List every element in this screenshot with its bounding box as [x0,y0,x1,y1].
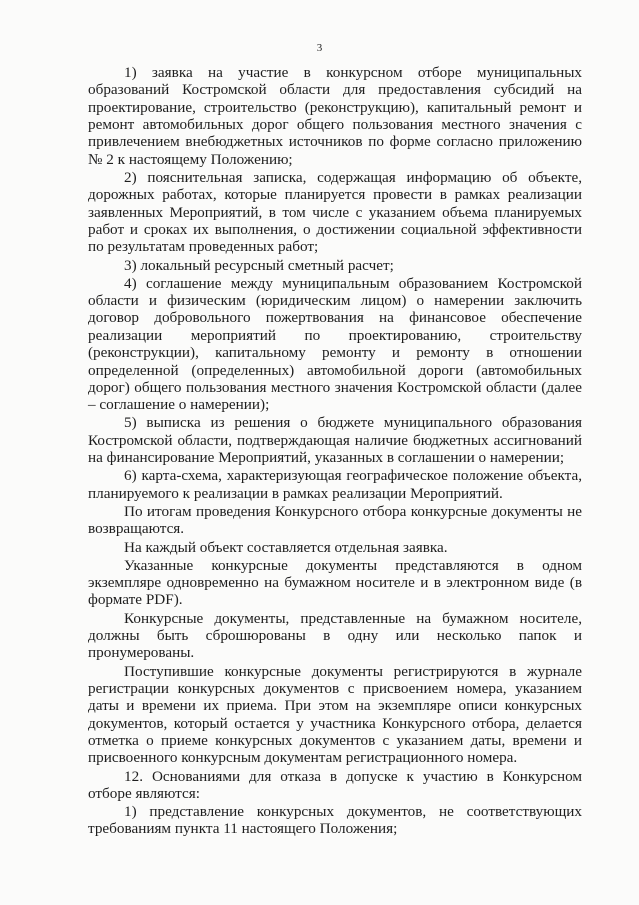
paragraph: 6) карта-схема, характеризующая географическое положение объекта, планируемого к реализации в рамках реализации Мероприятий. [88,467,582,502]
paragraph: Поступившие конкурсные документы регистрируются в журнале регистрации конкурсных документов с присвоением номера, указанием даты и времени их приема. При этом на экземпляре описи конкурсных документов, который остается у участника Конкурсного отбора, делается отметка о приеме конкурсных документов с указанием даты, времени и присвоенного конкурсным документам регистрационного номера. [88,662,582,767]
paragraph: 3) локальный ресурсный сметный расчет; [124,256,394,274]
paragraph: 12. Основаниями для отказа в допуске к участию в Конкурсном отборе являются: [88,767,582,802]
paragraph: Конкурсные документы, представленные на бумажном носителе, должны быть сброшюрованы в одну или несколько папок и пронумерованы. [88,609,582,662]
paragraph: 5) выписка из решения о бюджете муниципального образования Костромской области, подтверждающая наличие бюджетных ассигнований на финансирование Мероприятий, указанных в соглашении о намерении; [88,414,582,467]
paragraph: 4) соглашение между муниципальным образованием Костромской области и физическим (юридическим лицом) о намерении заключить договор добровольного пожертвования на финансовое обеспечение реализации мероприятий по проектированию, строительству (реконструкции), капитальному ремонту и ремонту в отношении определенной (определенных) автомобильной дороги (автомобильных дорог) общего пользования местного значения Костромской области (далее – соглашение о намерении); [88,274,582,414]
page-number: 3 [316,42,323,54]
paragraph: По итогам проведения Конкурсного отбора конкурсные документы не возвращаются. [88,502,582,538]
paragraph: 2) пояснительная записка, содержащая информацию об объекте, дорожных работах, которые планируется провести в рамках реализации заявленных Мероприятий, в том числе с указанием объема планируемых работ и сроках их выполнения, о достижении социальной эффективности по результатам проведенных работ; [88,168,582,256]
document-body [88,64,582,838]
paragraph: Указанные конкурсные документы представляются в одном экземпляре одновременно на бумажном носителе и в электронном виде (в формате PDF). [88,556,582,609]
paragraph: 1) представление конкурсных документов, не соответствующих требованиям пункта 11 настоящего Положения; [88,803,582,838]
paragraph: 1) заявка на участие в конкурсном отборе муниципальных образований Костромской области для предоставления субсидий на проектирование, строительство (реконструкцию), капитальный ремонт и ремонт автомобильных дорог общего пользования местного значения с привлечением внебюджетных источников по форме согласно приложению № 2 к настоящему Положению; [88,64,582,168]
paragraph: На каждый объект составляется отдельная заявка. [124,538,448,556]
